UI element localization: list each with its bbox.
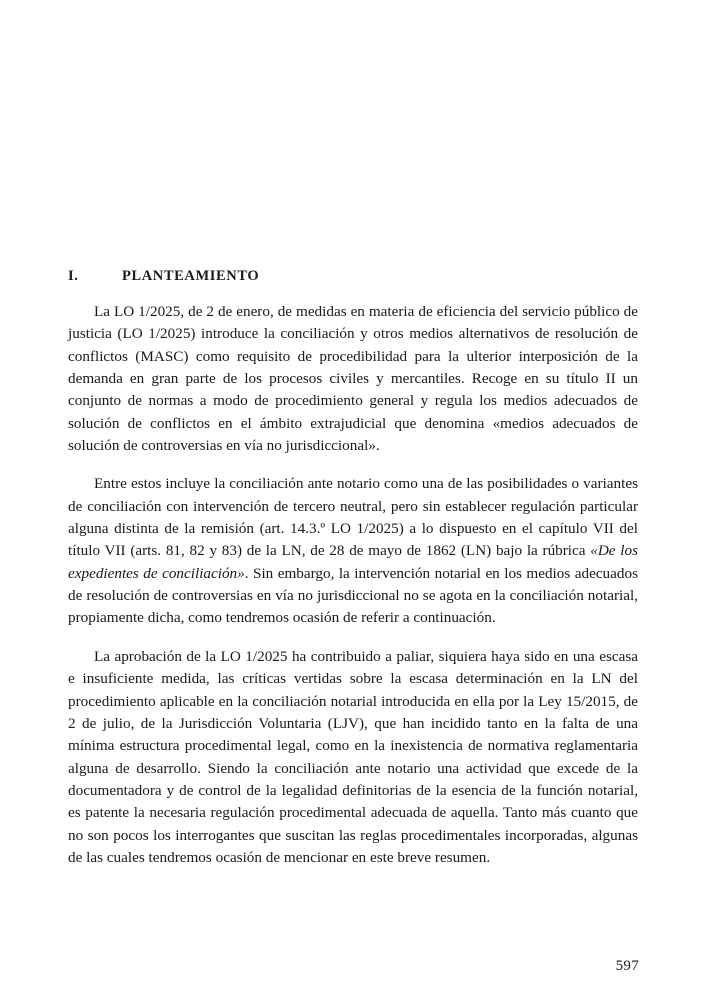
- section-numeral: I.: [68, 268, 79, 284]
- body-paragraph: [68, 301, 638, 457]
- text-run: . Sin embargo, la intervención notarial en los medios adecuados de resolución de controversias en vía no jurisdiccional no se agota en la conciliación notarial, propiamente dicha, como tendremos ocasión de referir a continuación.: [68, 564, 638, 627]
- section-title: PLANTEAMIENTO: [122, 268, 260, 284]
- text-run: La aprobación de la LO 1/2025 ha contribuido a paliar, siquiera haya sido en una escasa e insuficiente medida, las críticas vertidas sobre la escasa determinación en la LN del procedimiento aplicable en la conciliación notarial introducida en ella por la Ley 15/2015, de 2 de julio, de la Jurisdicción Voluntaria (LJV), que han incidido tanto en la falta de una mínima estructura procedimental legal, como en la inexistencia de normativa reglamentaria alguna de desarrollo. Siendo la conciliación ante notario una actividad que excede de la documentadora y de control de la legalidad definitorias de la esencia de la función notarial, es patente la necesaria regulación procedimental adecuada de aquella. Tanto más cuanto que no son pocos los interrogantes que suscitan las reglas procedimentales incorporadas, algunas de las cuales tendremos ocasión de mencionar en este breve resumen.: [68, 647, 638, 866]
- italic-run: «De los expedientes de conciliación»: [68, 542, 638, 582]
- page-content: [68, 268, 638, 869]
- body-paragraph: [68, 646, 638, 869]
- paragraph-list: [68, 301, 638, 869]
- section-heading: [68, 268, 638, 285]
- body-paragraph: [68, 473, 638, 629]
- page-number: 597: [615, 958, 639, 974]
- text-run: La LO 1/2025, de 2 de enero, de medidas en materia de eficiencia del servicio público de justicia (LO 1/2025) introduce la conciliación y otros medios alternativos de resolución de conflictos (MASC) como requisito de procedibilidad para la ulterior interposición de la demanda en gran parte de los procesos civiles y mercantiles. Recoge en su título II un conjunto de normas a modo de procedimiento general y regula los medios adecuados de solución de conflictos en el ámbito extrajudicial que denomina «medios adecuados de solución de controversias en vía no jurisdiccional».: [68, 303, 638, 455]
- text-run: Entre estos incluye la conciliación ante notario como una de las posibilidades o variantes de conciliación con intervención de tercero neutral, pero sin establecer regulación particular alguna distinta de la remisión (art. 14.3.º LO 1/2025) a lo dispuesto en el capítulo VII del título VII (arts. 81, 82 y 83) de la LN, de 28 de mayo de 1862 (LN) bajo la rúbrica: [68, 475, 638, 560]
